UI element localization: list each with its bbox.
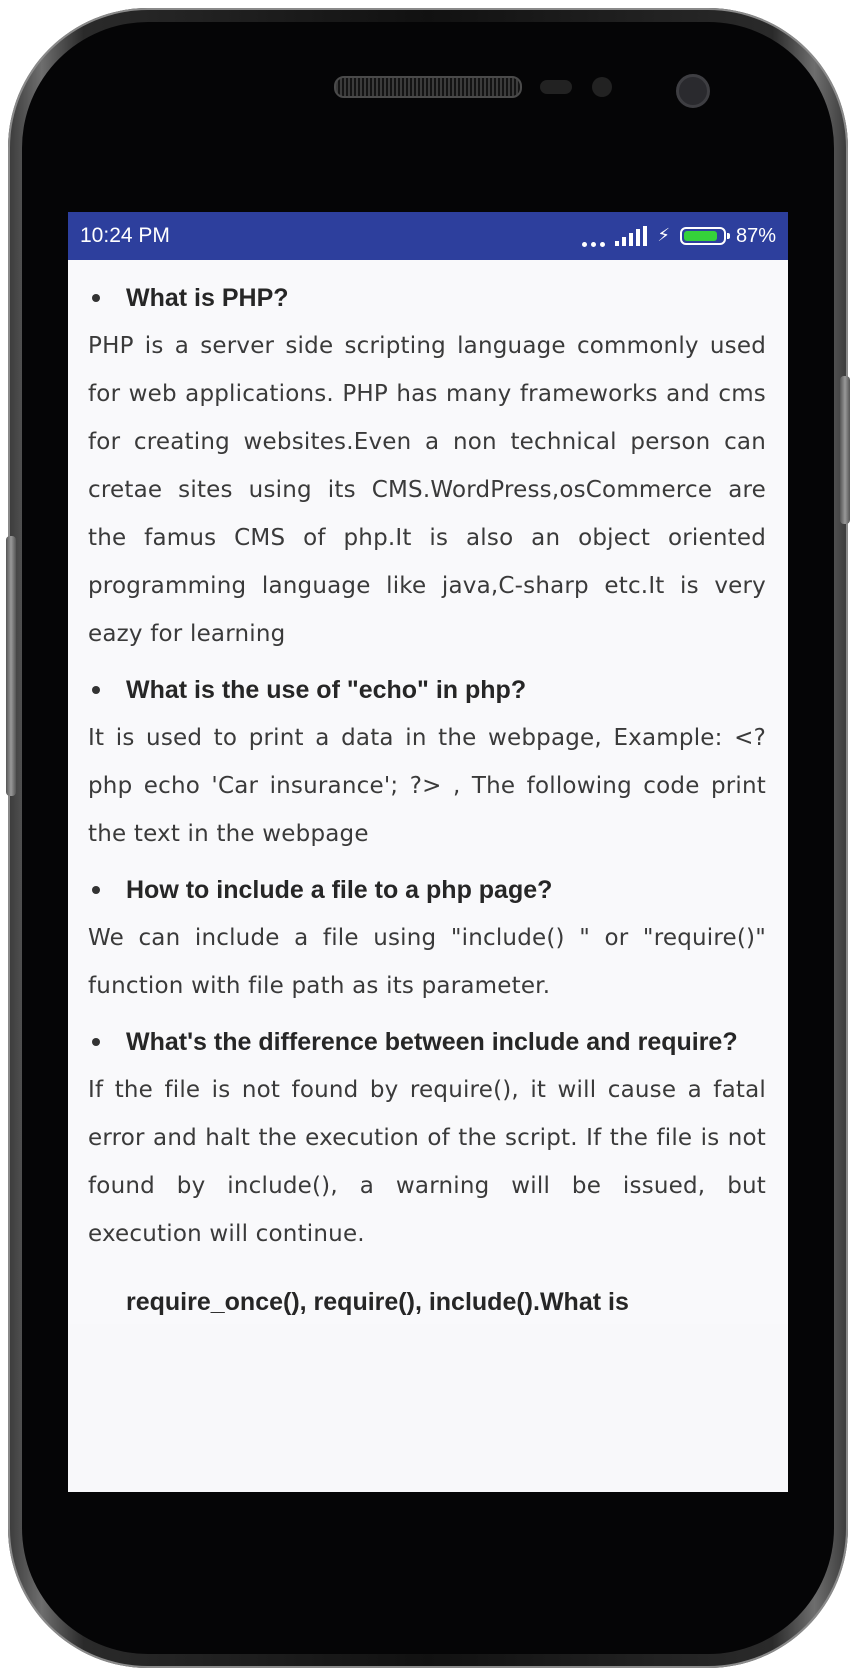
battery-percent: 87% (735, 224, 776, 247)
faq-question-1: What is PHP? (88, 274, 766, 322)
status-icons (582, 212, 776, 260)
power-button (840, 376, 850, 524)
battery-level-fill (684, 231, 717, 241)
earpiece-speaker (334, 76, 522, 98)
faq-question-4: What's the difference between include and require? (88, 1018, 766, 1066)
bottom-empty-area (68, 1324, 788, 1492)
signal-strength-icon (615, 226, 647, 246)
battery-icon (680, 227, 726, 245)
faq-question-2: What is the use of "echo" in php? (88, 666, 766, 714)
status-bar (68, 212, 788, 260)
charging-icon: ⚡ (657, 225, 670, 246)
app-screen (68, 212, 788, 1492)
faq-answer-2: It is used to print a data in the webpage, Example: <?php echo 'Car insurance'; ?> , The following code print the text in the webpage (88, 725, 766, 847)
status-time: 10:24 PM (80, 224, 170, 247)
faq-answer-4: If the file is not found by require(), it will cause a fatal error and halt the execution of the script. If the file is not found by include(), a warning will be issued, but execution will continue. (88, 1077, 766, 1247)
front-camera (676, 74, 710, 108)
light-sensor (592, 77, 612, 97)
volume-button (6, 536, 16, 796)
faq-answer-3: We can include a file using "include() " or "require()" function with file path as its parameter. (88, 925, 766, 999)
proximity-sensor (540, 80, 572, 94)
faq-answer-1: PHP is a server side scripting language commonly used for web applications. PHP has many frameworks and cms for creating websites.Even a non technical person can cretae sites using its CMS.WordPress,osCommerce are the famus CMS of php.It is also an object oriented programming language like java,C-sharp etc.It is very eazy for learning (88, 333, 766, 647)
more-notifications-icon (582, 225, 605, 247)
faq-question-3: How to include a file to a php page? (88, 866, 766, 914)
partial-next-question: require_once(), require(), include().What is (126, 1288, 629, 1316)
faq-content[interactable] (88, 260, 766, 1258)
